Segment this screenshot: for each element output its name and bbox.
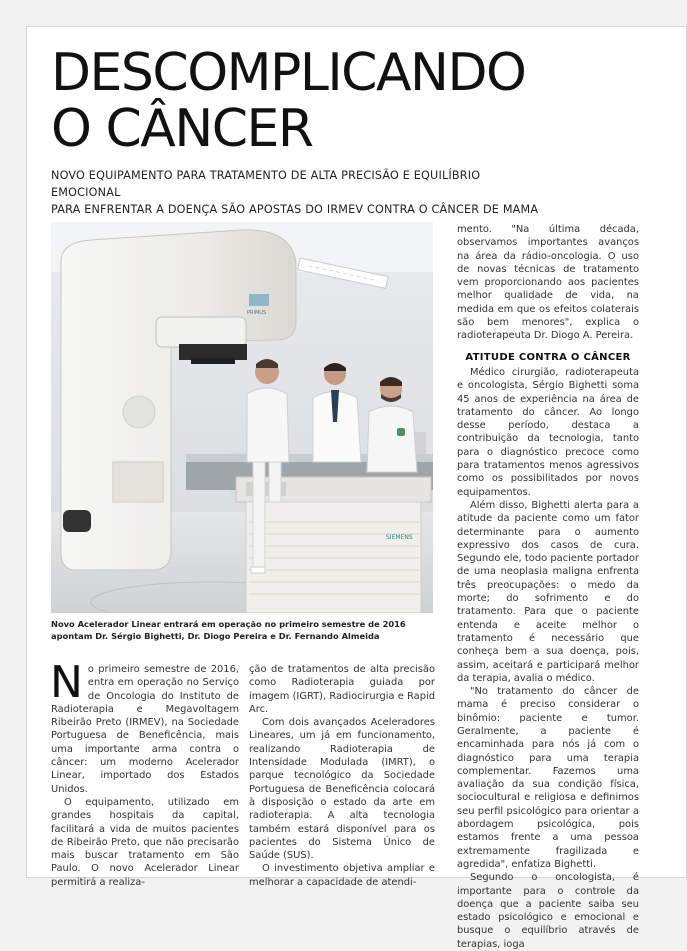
subtitle bbox=[51, 167, 551, 218]
paragraph: "No tratamento do câncer de mama é preciso considerar o binômio: paciente e tumor. Geralmente, a paciente é encaminhada para nós já com o diagnóstico para uma terapia complementar. Fazemos uma avaliação da sua condição física, sociocultural e religiosa e definimos seu perfil psicológico para orientar a abordagem psicológica, pois estamos frente a uma pessoa extremamente fragilizada e agredida", enfatiza Bighetti. bbox=[457, 686, 639, 870]
linear-accelerator-photo bbox=[51, 222, 433, 613]
subtitle-line-1: NOVO EQUIPAMENTO PARA TRATAMENTO DE ALTA PRECISÃO E EQUILÍBRIO EMOCIONAL bbox=[51, 169, 481, 199]
siemens-label: SIEMENS bbox=[386, 534, 413, 541]
gantry-label: PRIMUS bbox=[247, 310, 267, 316]
caption-line-2: apontam Dr. Sérgio Bighetti, Dr. Diogo Pereira e Dr. Fernando Almeida bbox=[51, 631, 380, 641]
headline bbox=[51, 45, 525, 157]
paragraph: mento. "Na última década, observamos importantes avanços na área da rádio-oncologia. O uso de novas técnicas de tratamento vem proporcionando aos pacientes melhor qualidade de vida, na medida em que os efeitos colaterais são bem menores", explica o radioterapeuta Dr. Diogo A. Pereira. bbox=[457, 224, 639, 342]
text-column-3 bbox=[457, 223, 639, 951]
headline-line-1: DESCOMPLICANDO bbox=[51, 43, 526, 103]
drop-cap: N bbox=[50, 657, 83, 708]
text-column-2 bbox=[249, 663, 435, 889]
paragraph: ção de tratamentos de alta precisão como Radioterapia guiada por imagem (IGRT), Radiocirurgia e Rapid Arc. bbox=[249, 664, 435, 715]
subtitle-line-2: PARA ENFRENTAR A DOENÇA SÃO APOSTAS DO IRMEV CONTRA O CÂNCER DE MAMA bbox=[51, 203, 539, 216]
magazine-page bbox=[26, 26, 687, 950]
text-column-1 bbox=[50, 657, 239, 889]
paragraph: Segundo o oncologista, é importante para o controle da doença que a paciente saiba seu estado psicológico e emocional e busque o equilíbrio através de terapias, ioga bbox=[457, 872, 639, 950]
article-photo bbox=[51, 222, 433, 613]
paragraph: Além disso, Bighetti alerta para a atitude da paciente como um fator determinante para o aumento expressivo dos casos de cura. Segundo ele, todo paciente portador de uma neoplasia maligna enfrenta três preocupações: o medo da morte; do sofrimento e do tratamento. Para que o paciente entenda e aceite melhor o tratamento é necessário que conheça bem a sua doença, pois, assim, aceitará e participará melhor da terapia, avalia o médico. bbox=[457, 499, 639, 684]
paragraph: Médico cirurgião, radioterapeuta e oncologista, Sérgio Bighetti soma 45 anos de experiência na área de tratamento do câncer. Ao longo desse período, destaca a contribuição da tecnologia, tanto para o diagnóstico precoce como para tratamentos menos agressivos como os possibilitados por novos equipamentos. bbox=[457, 366, 639, 498]
paragraph: Com dois avançados Aceleradores Lineares, um já em funcionamento, realizando Radioterapia de Intensidade Modulada (IMRT), o parque tecnológico da Sociedade Portuguesa de Beneficência colocará à disposição o estado da arte em radioterapia. A alta tecnologia também estará disponível para os pacientes do Sistema Único de Saúde (SUS). bbox=[249, 717, 435, 862]
paragraph bbox=[50, 657, 239, 796]
headline-line-2: O CÂNCER bbox=[51, 99, 313, 159]
caption-line-1: Novo Acelerador Linear entrará em operação no primeiro semestre de 2016 bbox=[51, 619, 406, 629]
photo-caption bbox=[51, 618, 433, 642]
paragraph-text: o primeiro semestre de 2016, entra em operação no Serviço de Oncologia do Instituto de Radioterapia e Megavoltagem Ribeirão Preto (IRMEV), na Sociedade Portuguesa de Beneficência, mais uma importante arma contra o câncer: um moderno Acelerador Linear, importado dos Estados Unidos. bbox=[51, 664, 239, 795]
section-heading: ATITUDE CONTRA O CÂNCER bbox=[465, 351, 631, 363]
paragraph: O investimento objetiva ampliar e melhorar a capacidade de atendi- bbox=[249, 863, 435, 888]
paragraph: O equipamento, utilizado em grandes hospitais da capital, facilitará a vida de muitos pacientes de Ribeirão Preto, que não precisarão mais buscar tratamento em São Paulo. O novo Acelerador Linear permitirá a realiza- bbox=[51, 796, 239, 888]
